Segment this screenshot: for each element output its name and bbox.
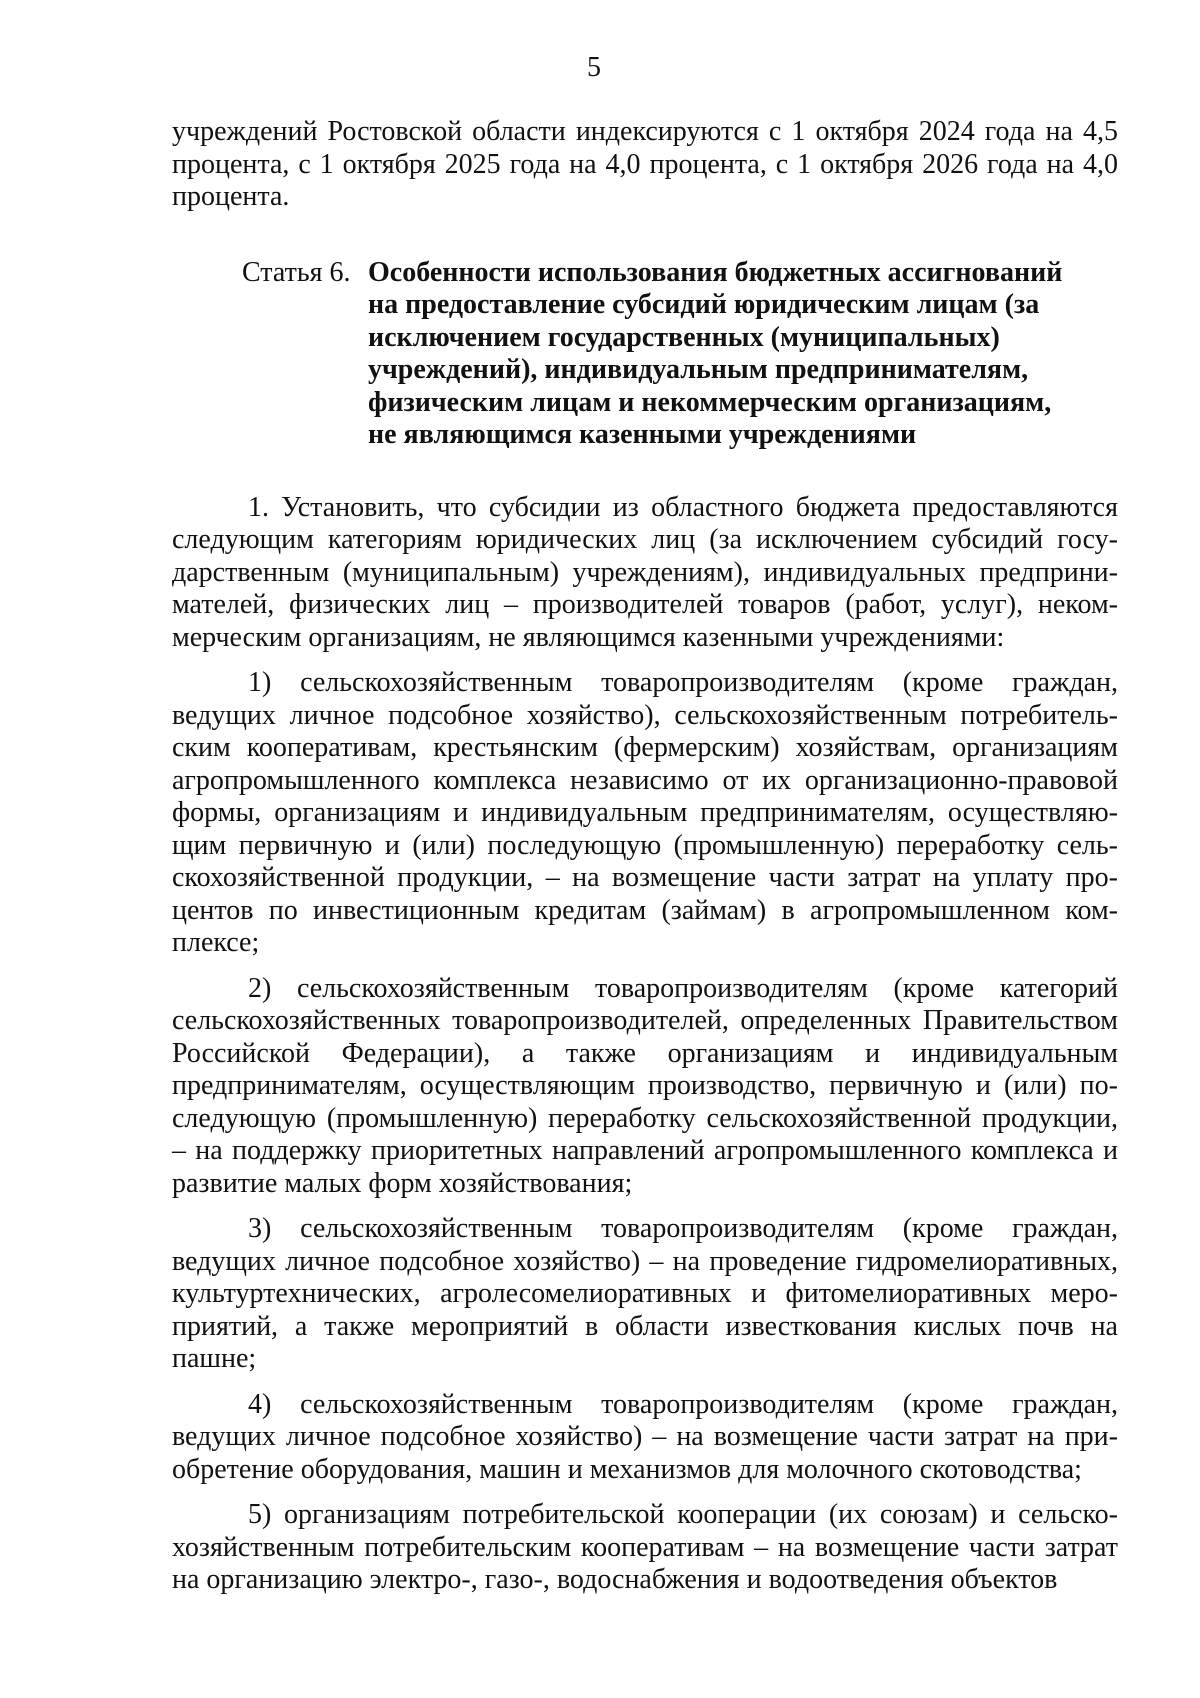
article-label: Статья 6.: [242, 256, 351, 288]
article-title: [368, 257, 1084, 452]
paragraph-item-2: 2) сельскохозяйственным товаропроизводителям (кроме категорий сельскохозяйственных товаропроизводителей, определенных Правительством Российской Федерации), а также организациям и индивидуальным предпринимателям, осуществляющим производство, первичную и (или) последующую (промышленную) переработку сельскохозяйственной продукции, – на поддержку приоритетных направлений агропромышленного комплекса и развитие малых форм хозяйствования;: [172, 972, 1118, 1199]
article-heading: [242, 257, 1118, 452]
article-title-line: исключением государственных (муниципальных): [368, 321, 1000, 353]
paragraph-item-5: 5) организациям потребительской кооперации (их союзам) и сельскохозяйственным потребительским кооперативам – на возмещение части затрат на организацию электро-, газо-, водоснабжения и водоотведения объектов: [172, 1499, 1118, 1595]
paragraph-item-3: 3) сельскохозяйственным товаропроизводителям (кроме граждан, ведущих личное подсобное хозяйство) – на проведение гидромелиоративных, культуртехнических, агролесомелиоративных и фитомелиоративных мероприятий, а также мероприятий в области известкования кислых почв на пашне;: [172, 1213, 1118, 1374]
paragraph-item-1: 1) сельскохозяйственным товаропроизводителям (кроме граждан, ведущих личное подсобное хозяйство), сельскохозяйственным потребительским кооперативам, крестьянским (фермерским) хозяйствам, организациям агропромышленного комплекса независимо от их организационно-правовой формы, организациям и индивидуальным предпринимателям, осуществляющим первичную и (или) последующую (промышленную) переработку сельскохозяйственной продукции, – на возмещение части затрат на уплату процентов по инвестиционным кредитам (займам) в агропромышленном комплексе;: [172, 667, 1118, 958]
article-title-line: Особенности использования бюджетных ассигнований: [368, 256, 1063, 288]
intro-paragraph: учреждений Ростовской области индексируются с 1 октября 2024 года на 4,5 процента, с 1 октября 2025 года на 4,0 процента, с 1 октября 2026 года на 4,0 процента.: [172, 116, 1118, 212]
article-title-line: не являющимся казенными учреждениями: [368, 419, 917, 450]
article-title-line: физическим лицам и некоммерческим организациям,: [368, 386, 1052, 418]
page-number: 5: [587, 52, 601, 83]
paragraph-clause-1: 1. Установить, что субсидии из областного бюджета предоставляются следующим категориям юридических лиц (за исключением субсидий государственным (муниципальным) учреждениям), индивидуальных предпринимателей, физических лиц – производителей товаров (работ, услуг), некоммерческим организациям, не являющимся казенными учреждениями:: [172, 491, 1118, 653]
paragraph-item-4: 4) сельскохозяйственным товаропроизводителям (кроме граждан, ведущих личное подсобное хозяйство) – на возмещение части затрат на приобретение оборудования, машин и механизмов для молочного скотоводства;: [172, 1388, 1118, 1485]
article-title-line: учреждений), индивидуальным предпринимателям,: [368, 354, 1029, 385]
article-title-line: на предоставление субсидий юридическим лицам (за: [368, 289, 1040, 320]
document-body: [172, 116, 1118, 1597]
